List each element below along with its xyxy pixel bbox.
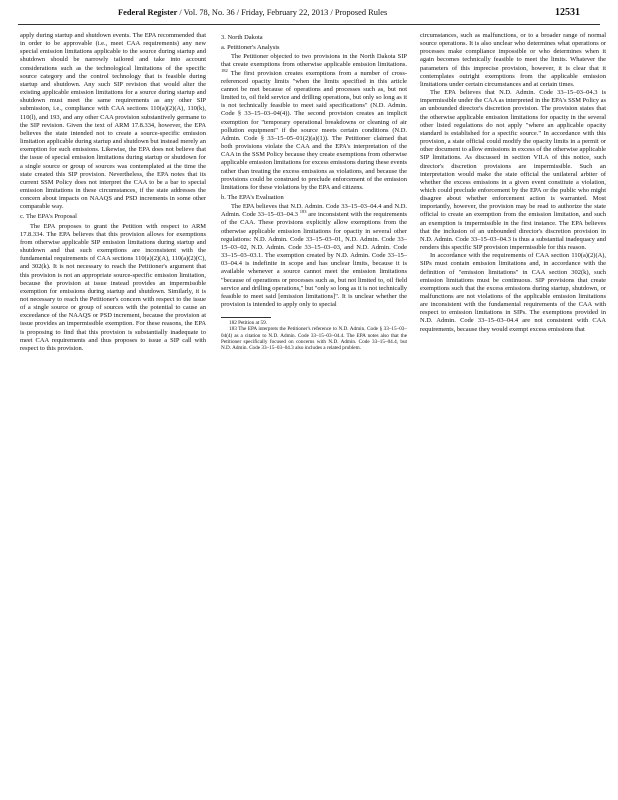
footnote-rule — [221, 317, 271, 318]
paragraph-text: are inconsistent with the requirements of the CAA. These provisions explicitly allow exemptions from the otherwise applicable emission limitations for opacity in several other regulations: N.D. Admin. Code 33–15–03–01, N.D. Admin. Code 33–15–03–02, N.D. Admin. Code 33–15–03–03, and N.D. Admin. Code 33–15–03–03.1. The exemption created by N.D. Admin. Code 33–15–03–04.4 is indefinite in scope and has unclear limits, because it is available whenever a source cannot meet the emission limitations "because of operations or processes such as, but not limited to, oil field service and drilling operations," but "only so long as it is not technically feasible to meet said [emission limitations]". It is unclear whether the provision is intended to apply only to special — [221, 211, 407, 308]
volume-info: / Vol. 78, No. 36 / Friday, February 22, 2013 / Proposed Rules — [179, 8, 388, 17]
subsection-heading: a. Petitioner's Analysis — [221, 44, 280, 52]
footnote-ref: 182 — [221, 67, 228, 73]
paragraph-text: The Petitioner objected to two provisions in the North Dakota SIP that create exemptions from otherwise applicable emission limitations. — [221, 53, 407, 69]
paragraph — [221, 203, 407, 309]
column-1 — [20, 32, 206, 796]
paragraph: circumstances, such as malfunctions, or to a broader range of normal source operations. It is also unclear who determines what operations or processes make compliance impossible or who determines when it again becomes technically feasible to meet the limits. Whatever the parameters of this imprecise provision, however, it is clear that it contemplates outright exemptions from the applicable emission limitations under certain circumstances and at certain times. — [420, 32, 606, 88]
footnote-ref: 183 — [299, 209, 307, 215]
paragraph: The EPA believes that N.D. Admin. Code 33–15–03–04.3 is impermissible under the CAA as interpreted in the EPA's SSM Policy as an unbounded director's discretion provision. The provision states that the otherwise applicable emission limitations for opacity in the several other listed regulations do not apply "where an applicable opacity standard is established for a specific source." In accordance with this provision, a state official could modify the opacity limits in a permit or other document to allow emissions in excess of the otherwise applicable SIP limitations. As discussed in section VII.A of this notice, such director's discretion provisions are impermissible. Such an interpretation would make the state official the unilateral arbiter of whether the excess emissions in a given event constitute a violation, which could preclude enforcement by the EPA or the public who might disagree about whether enforcement action is warranted. Most importantly, however, the provision may be read to authorize the state official to create an exemption from the emission limitation, and such an exemption is impermissible in the first instance. The EPA believes that the inclusion of an unbounded director's discretion provision in N.D. Admin. Code 33–15–03–04.3 is thus a substantial inadequacy and renders this specific SIP provision impermissible for this reason. — [420, 89, 606, 252]
section-heading: 3. North Dakota — [221, 34, 263, 41]
header-rule — [18, 24, 600, 25]
paragraph: In accordance with the requirements of CAA section 110(a)(2)(A), SIPs must contain emission limitations and, in accordance with the definition of "emission limitations" in CAA section 302(k), such emission limitations must be continuous. SIP provisions that create exemptions such that the excess emissions during startup, shutdown, or malfunctions are not violations of the applicable emission limitations are inconsistent with the fundamental requirements of the CAA with respect to emission limitations in SIPs. The exemptions provided in N.D. Admin. Code 33–15–03–04.4 are not consistent with CAA requirements, because they would exempt excess emissions that — [420, 252, 606, 333]
header-citation — [118, 8, 387, 17]
journal-name: Federal Register — [118, 8, 178, 17]
paragraph-text: The EPA believes that N.D. Admin. Code 33–15–03–04.4 and N.D. Admin. Code 33–15–03–04.3 — [221, 203, 407, 219]
footnotes — [221, 320, 407, 351]
column-2 — [221, 32, 407, 796]
running-header — [0, 8, 618, 22]
paragraph-text: The first provision creates exemptions from a number of cross-referenced opacity limits "when the limits specified in this article cannot be met because of operations and processes such as, but not limited to, oil field service and drilling operations, but only so long as it is not technically feasible to meet said specifications" (N.D. Admin. Code § 33–15–03–04(4)). The second provision creates an implicit exemption for "temporary operational breakdowns or cleaning of air pollution equipment" if the source meets certain conditions (N.D. Admin. Code § 33–15–05–01(2)(a)(1)). The Petitioner claimed that both provisions violate the CAA and the EPA's interpretation of the CAA in the SSM Policy because they create exemptions from otherwise applicable emission limitations for excess emissions during these events rather than treating the excess emissions as violations, and because the provisions could be construed to preclude enforcement of the emission limitations for these violations by the EPA and citizens. — [221, 69, 407, 191]
page-number: 12531 — [555, 7, 580, 18]
footnote: 182 Petition at 59. — [229, 320, 268, 327]
paragraph: The EPA proposes to grant the Petition with respect to ARM 17.8.334. The EPA believes that this provision allows for exemptions from otherwise applicable SIP emission limitations during startup and shutdown and that such exemptions are inconsistent with the fundamental requirements of CAA sections 110(a)(2)(A), 110(a)(2)(C), and 302(k). It is not necessary to reach the Petitioner's argument that this provision is not an appropriate source-specific emission limitation, because the provision at issue instead provides an impermissible exemption for emissions during startup and shutdown. Similarly, it is not necessary to reach the Petitioner's concern with respect to the issue of a single source or group of sources with the potential to cause an exceedance of the NAAQS or PSD increment, because the provision at issue provides an impermissible exemption. For these reasons, the EPA is proposing to find that this provision is substantially inadequate to meet CAA requirements and thus proposes to issue a SIP call with respect to this provision. — [20, 222, 206, 352]
section-heading: c. The EPA's Proposal — [20, 213, 77, 221]
paragraph — [221, 53, 407, 192]
subsection-heading: b. The EPA's Evaluation — [221, 193, 284, 201]
footnote: 183 The EPA interprets the Petitioner's reference to N.D. Admin. Code § 33–15–03–04(4) as a citation to N.D. Admin. Code 33–15–03–04.4. The EPA notes also that the Petitioner specifically focused on concerns with N.D. Admin. Code 33–15–04.4, but N.D. Admin. Code 33–15–03–04.3 also includes a related problem. — [221, 326, 407, 352]
paragraph: apply during startup and shutdown events. The EPA recommended that in order to be approvable (i.e., meet CAA requirements) any new special emission limitations applicable to the source during startup and shutdown should be narrowly tailored and take into account considerations such as the technological limitations of the specific source category and the control technology that is feasible during startup and shutdown. Any such SIP revision that would alter the existing applicable emission limitations for a source during startup and shutdown must meet the same requirements as any other SIP submission, i.e., compliance with CAA sections 110(a)(2)(A), 110(k), 110(l), and 193, and any other CAA provision substantively germane to the SIP revision. Given the text of ARM 17.8.334, however, the EPA believes the state intended not to create a source-specific emission limitation applicable during startup and shutdown but instead merely an exemption for such emissions. Likewise, the EPA does not believe that the issue of special emission limitations during startup or shutdown for a single source or group of sources was contemplated at the time the state created this SIP provision. Nevertheless, the EPA notes that its current SSM Policy does not interpret the CAA to be a bar to special emission limitations in these circumstances, if the state addresses the concern about impacts on NAAQS and PSD increments in some other comparable way. — [20, 32, 206, 211]
column-3 — [420, 32, 606, 796]
